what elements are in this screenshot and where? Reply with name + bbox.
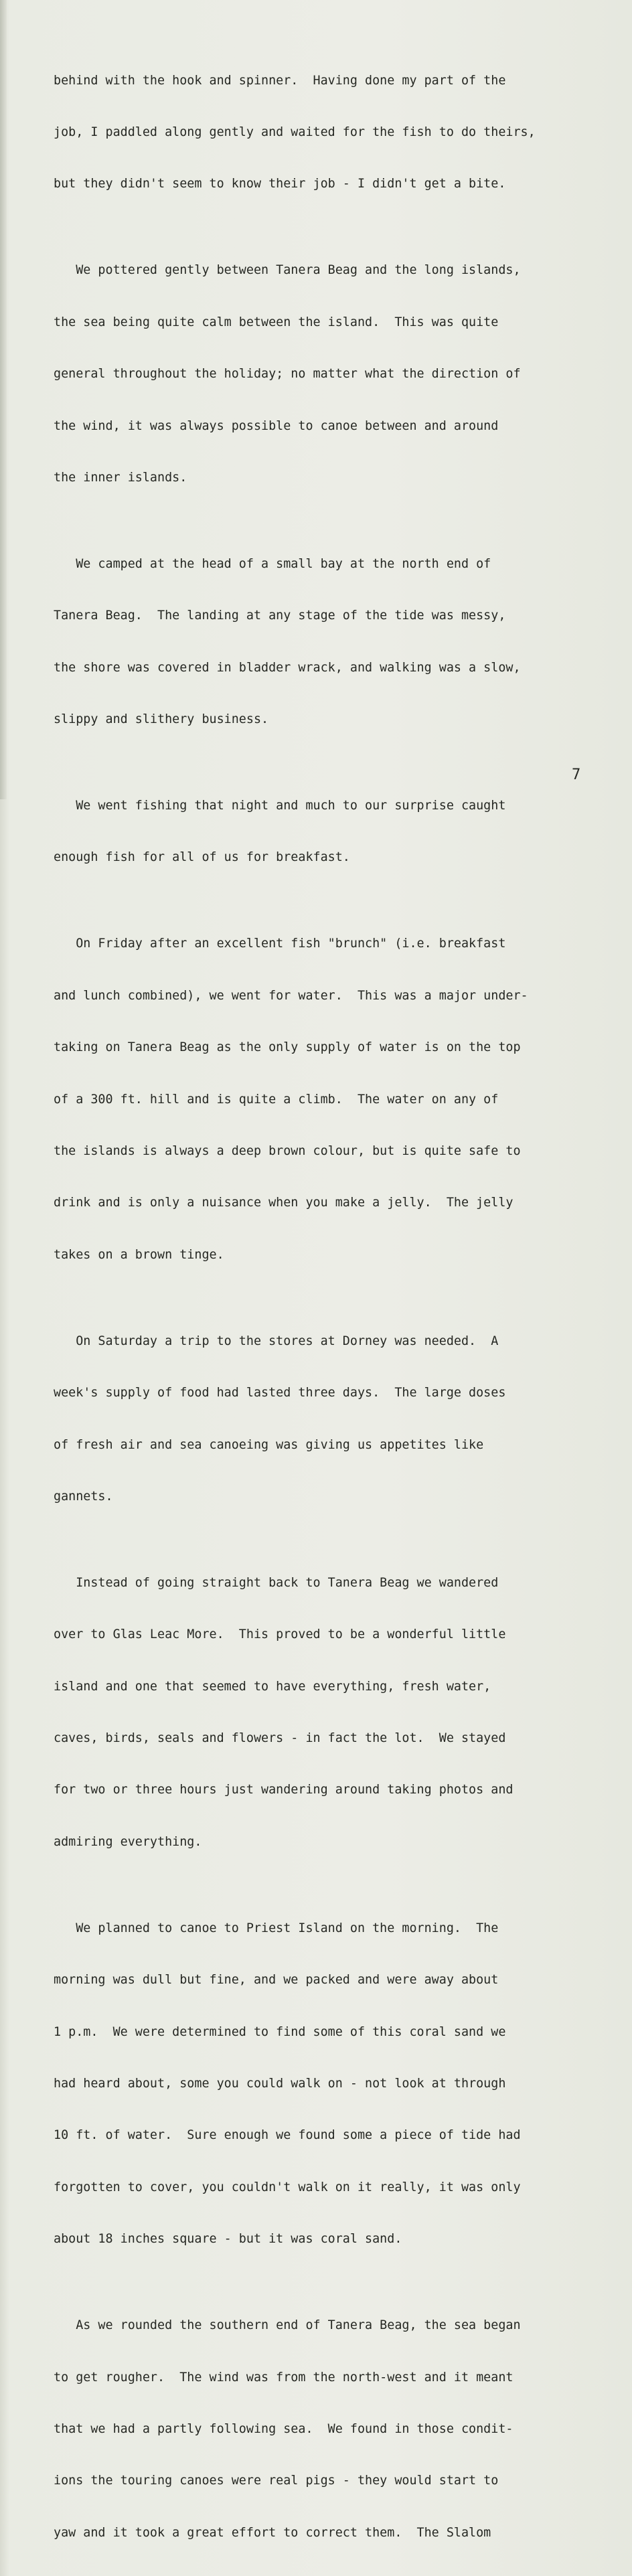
text-line: enough fish for all of us for breakfast. <box>54 850 350 865</box>
text-line: taking on Tanera Beag as the only supply of water is on the top <box>54 1040 521 1055</box>
text-line: We camped at the head of a small bay at the north end of <box>54 556 491 571</box>
text-line: to get rougher. The wind was from the north-west and it meant <box>54 2370 514 2385</box>
text-line: gannets. <box>54 1489 113 1504</box>
paragraph <box>54 1885 616 2282</box>
text-line: and lunch combined), we went for water. This was a major under- <box>54 988 528 1003</box>
paragraph <box>54 1298 616 1540</box>
text-line: general throughout the holiday; no matter what the direction of <box>54 367 521 382</box>
paragraph <box>54 1540 616 1885</box>
page-binding-edge <box>0 0 7 799</box>
text-line: the islands is always a deep brown colour, but is quite safe to <box>54 1144 521 1158</box>
text-line: island and one that seemed to have everything, fresh water, <box>54 1679 491 1694</box>
text-line: morning was dull but fine, and we packed and were away about <box>54 1973 499 1988</box>
text-line: the wind, it was always possible to canoe between and around <box>54 418 499 433</box>
text-line: forgotten to cover, you couldn't walk on it really, it was only <box>54 2180 521 2194</box>
document-body <box>54 37 616 2576</box>
paragraph <box>54 762 616 900</box>
text-line: slippy and slithery business. <box>54 712 269 727</box>
text-line: the inner islands. <box>54 470 187 485</box>
text-line: about 18 inches square - but it was coral sand. <box>54 2232 402 2247</box>
text-line: of fresh air and sea canoeing was giving us appetites like <box>54 1437 484 1452</box>
text-line: job, I paddled along gently and waited for the fish to do theirs, <box>54 125 536 139</box>
text-line: On Saturday a trip to the stores at Dorney was needed. A <box>54 1334 499 1348</box>
text-line: behind with the hook and spinner. Having done my part of the <box>54 73 506 88</box>
text-line: As we rounded the southern end of Tanera Beag, the sea began <box>54 2318 521 2333</box>
text-line: We pottered gently between Tanera Beag and the long islands, <box>54 263 521 278</box>
text-line: We planned to canoe to Priest Island on the morning. The <box>54 1921 499 1935</box>
text-line: We went fishing that night and much to our surprise caught <box>54 799 506 813</box>
text-line: 10 ft. of water. Sure enough we found some a piece of tide had <box>54 2128 521 2143</box>
text-line: 1 p.m. We were determined to find some of this coral sand we <box>54 2024 506 2039</box>
text-line: ions the touring canoes were real pigs - they would start to <box>54 2474 499 2488</box>
text-line: takes on a brown tinge. <box>54 1247 224 1262</box>
paragraph <box>54 2283 616 2576</box>
page-number: 7 <box>572 767 581 783</box>
text-line: the shore was covered in bladder wrack, and walking was a slow, <box>54 660 521 675</box>
text-line: Tanera Beag. The landing at any stage of the tide was messy, <box>54 609 506 623</box>
paragraph <box>54 37 616 228</box>
text-line: had heard about, some you could walk on - not look at through <box>54 2077 506 2091</box>
text-line: of a 300 ft. hill and is quite a climb. The water on any of <box>54 1092 499 1107</box>
paragraph <box>54 521 616 762</box>
text-line: Instead of going straight back to Tanera Beag we wandered <box>54 1575 499 1590</box>
text-line: yaw and it took a great effort to correct them. The Slalom <box>54 2525 491 2540</box>
text-line: over to Glas Leac More. This proved to be a wonderful little <box>54 1627 506 1642</box>
paragraph <box>54 901 616 1298</box>
text-line: for two or three hours just wandering around taking photos and <box>54 1783 514 1797</box>
text-line: On Friday after an excellent fish "brunch" (i.e. breakfast <box>54 937 506 951</box>
text-line: drink and is only a nuisance when you make a jelly. The jelly <box>54 1196 514 1210</box>
text-line: week's supply of food had lasted three days. The large doses <box>54 1386 506 1400</box>
text-line: caves, birds, seals and flowers - in fact the lot. We stayed <box>54 1731 506 1746</box>
text-line: but they didn't seem to know their job - I didn't get a bite. <box>54 177 506 191</box>
text-line: the sea being quite calm between the island. This was quite <box>54 315 499 329</box>
text-line: that we had a partly following sea. We found in those condit- <box>54 2421 514 2436</box>
paragraph <box>54 228 616 521</box>
text-line: admiring everything. <box>54 1834 202 1849</box>
